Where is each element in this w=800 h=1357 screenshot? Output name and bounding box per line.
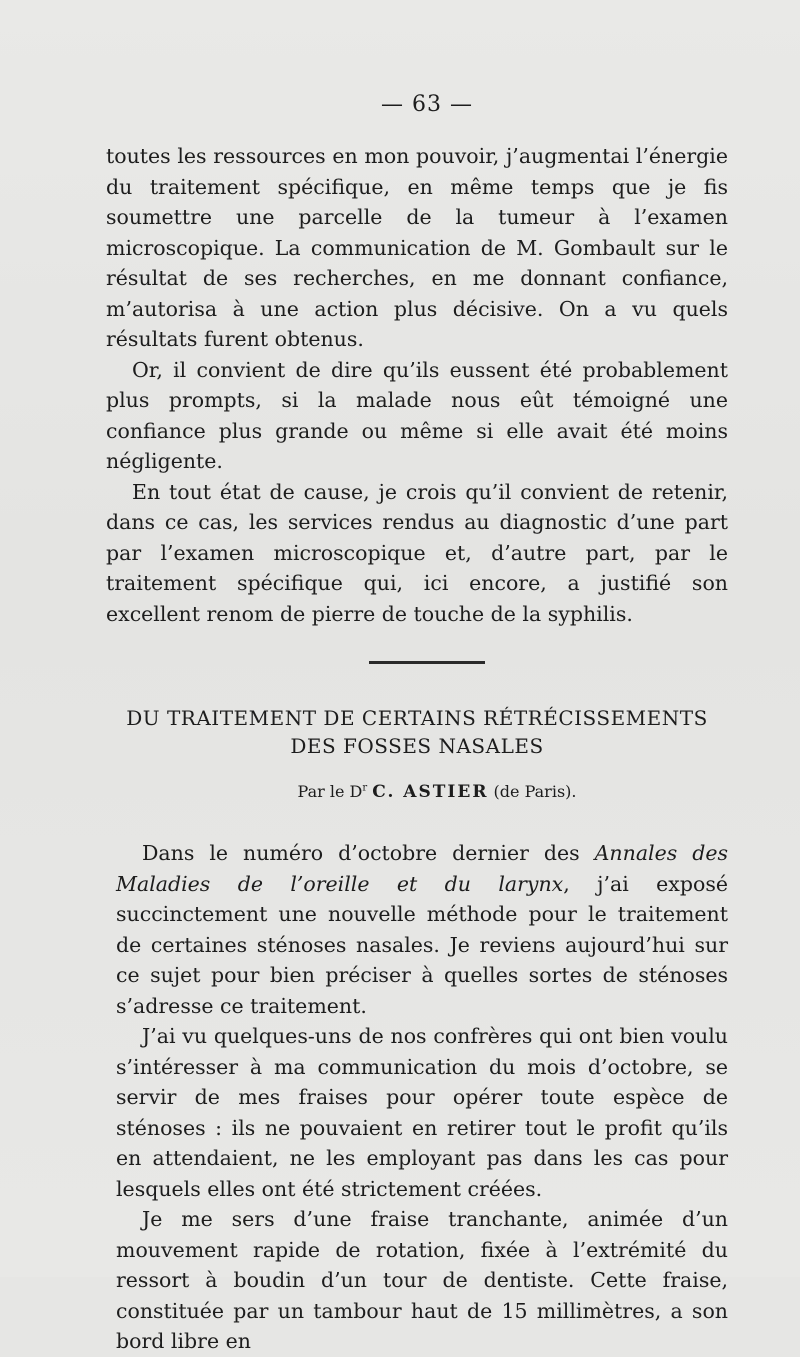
byline-sup: r [362,782,368,794]
byline [106,782,728,802]
byline-author: C. ASTIER [372,782,489,802]
paragraph: J’ai vu quelques-uns de nos confrères qui ont bien voulu s’intéresser à ma communication du mois d’octobre, se servir de mes fraises pour opérer toute espèce de sténoses : ils ne pouvaient en retirer tout le profit qu’ils en attendaient, ne les employant pas dans les cas pour lesquels elles ont été strictement créées. [116,1024,728,1201]
paragraph: Or, il convient de dire qu’ils eussent été probablement plus prompts, si la malade nous eût témoigné une confiance plus grande ou même si elle avait été moins négligente. [106,357,728,473]
page-number: — 63 — [381,92,473,117]
article-body [106,838,728,1357]
paragraph: En tout état de cause, je crois qu’il convient de retenir, dans ce cas, les services rendus au diagnostic d’une part par l’examen microscopique et, d’autre part, par le traitement spécifique qui, ici encore, a justifié son excellent renom de pierre de touche de la syphilis. [106,479,728,626]
paragraph: toutes les ressources en mon pouvoir, j’augmentai l’énergie du traitement spécifique, en même temps que je fis soumettre une parcelle de la tumeur à l’examen microscopique. La communication de M. Gombault sur le résultat de ses recherches, en me donnant confiance, m’autorisa à une action plus décisive. On a vu quels résultats furent obtenus. [106,144,728,351]
previous-article-ending [106,141,728,629]
text-run: Dans le numéro d’octobre dernier des [142,841,595,865]
article-title [106,704,728,760]
byline-suffix: (de Paris). [493,782,577,801]
paragraph [116,838,728,1021]
byline-prefix: Par le D [297,782,363,801]
article-title-line: DU TRAITEMENT DE CERTAINS RÉTRÉCISSEMENTS [126,706,708,730]
article-title-line: DES FOSSES NASALES [290,734,544,758]
section-divider [369,661,485,664]
journal-title: Annales des Maladies de l’oreille et du larynx [116,841,728,896]
paragraph: Je me sers d’une fraise tranchante, animée d’un mouvement rapide de rotation, fixée à l’extrémité du ressort à boudin d’un tour de dentiste. Cette fraise, constituée par un tambour haut de 15 millimètres, a son bord libre en [116,1207,728,1353]
text-run: , j’ai exposé succinctement une nouvelle méthode pour le traitement de certaines sténoses nasales. Je reviens aujourd’hui sur ce sujet pour bien préciser à quelles sortes de sténoses s’adresse ce traitement. [116,871,728,1018]
